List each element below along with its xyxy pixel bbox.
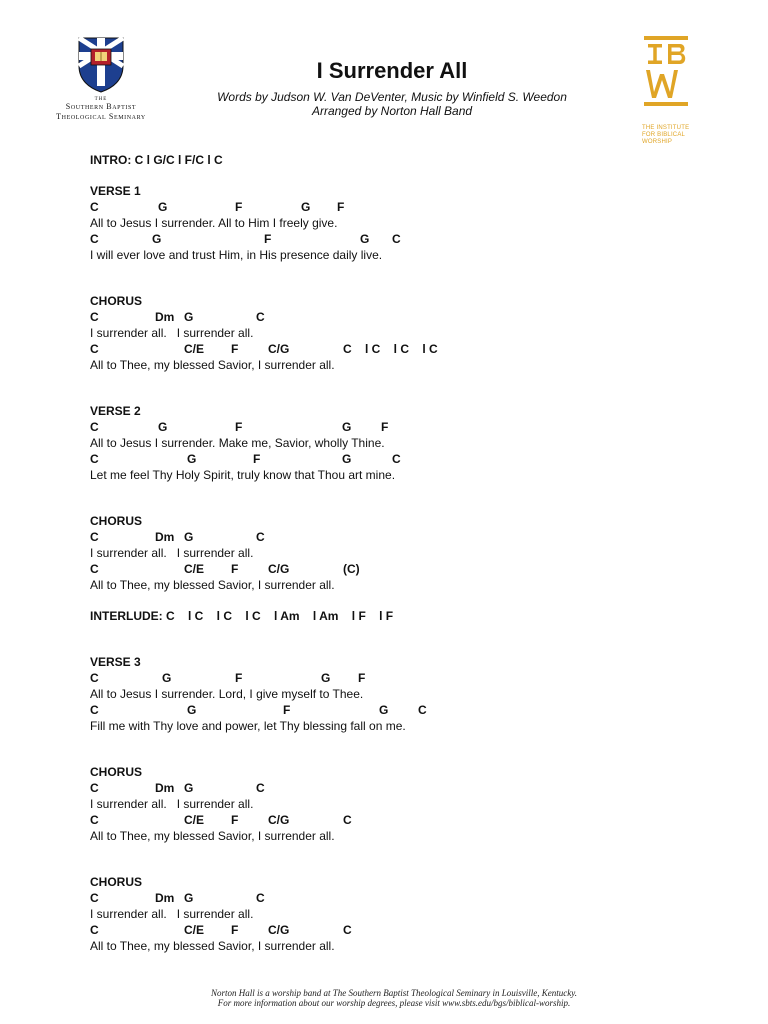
chord-row xyxy=(90,309,690,325)
chord-row xyxy=(90,199,690,215)
sbts-name-line1: Southern Baptist xyxy=(65,102,137,111)
chord: C/E xyxy=(184,342,205,356)
footer-line2: For more information about our worship degrees, please visit www.sbts.edu/bgs/biblical-worship. xyxy=(217,998,571,1008)
verse-2 xyxy=(90,403,690,483)
lyric-line: I surrender all. I surrender all. xyxy=(90,326,254,340)
chord: C xyxy=(90,232,99,246)
chord: C/E xyxy=(184,813,205,827)
chord: F xyxy=(231,342,239,356)
lyric-line: All to Thee, my blessed Savior, I surrender all. xyxy=(90,578,335,592)
chord: C xyxy=(90,200,99,214)
chord: G xyxy=(360,232,370,246)
lyric-line: All to Jesus I surrender. All to Him I freely give. xyxy=(90,216,338,230)
chord: C xyxy=(90,671,99,685)
chord: C xyxy=(90,562,99,576)
section-label: CHORUS xyxy=(90,294,143,308)
lyric-line: I surrender all. I surrender all. xyxy=(90,546,254,560)
chord: G xyxy=(187,452,197,466)
chord: G xyxy=(301,200,311,214)
chord: F xyxy=(231,923,239,937)
chord: G xyxy=(184,891,194,905)
chord: C xyxy=(90,342,99,356)
chord: C/G xyxy=(268,562,290,576)
chord: C/G xyxy=(268,342,290,356)
chord: (C) xyxy=(343,562,360,576)
chord: F xyxy=(381,420,389,434)
chord: C xyxy=(90,452,99,466)
chord: C xyxy=(90,530,99,544)
lyric-line: All to Thee, my blessed Savior, I surrender all. xyxy=(90,829,335,843)
chord: G xyxy=(184,310,194,324)
section-label: VERSE 2 xyxy=(90,404,141,418)
section-label: VERSE 1 xyxy=(90,184,141,198)
chord-row xyxy=(90,780,690,796)
chorus-4 xyxy=(90,874,690,954)
song-credit-arranger: Arranged by Norton Hall Band xyxy=(311,104,473,118)
chord: C xyxy=(90,781,99,795)
chord: G xyxy=(184,781,194,795)
chord: F xyxy=(235,200,243,214)
chord: C xyxy=(90,891,99,905)
lyric-line: I surrender all. I surrender all. xyxy=(90,797,254,811)
chord: C xyxy=(90,310,99,324)
chord: F xyxy=(264,232,272,246)
chord: G xyxy=(187,703,197,717)
chord: C/G xyxy=(268,813,290,827)
chord: G xyxy=(342,452,352,466)
chord-row xyxy=(90,341,690,357)
chord: G xyxy=(152,232,162,246)
lyric-line: All to Thee, my blessed Savior, I surrender all. xyxy=(90,939,335,953)
chord-row xyxy=(90,231,690,247)
lyric-line: Fill me with Thy love and power, let Thy blessing fall on me. xyxy=(90,719,406,733)
ibw-name xyxy=(642,125,712,146)
sbts-name-line2: Theological Seminary xyxy=(56,112,146,121)
chord: G xyxy=(162,671,172,685)
ibw-name-line2: FOR BIBLICAL xyxy=(642,132,686,138)
chord-row xyxy=(90,561,690,577)
chord: C xyxy=(90,813,99,827)
chord: F xyxy=(283,703,291,717)
chord: G xyxy=(379,703,389,717)
chord: G xyxy=(321,671,331,685)
chord: G xyxy=(184,530,194,544)
interlude-line: INTERLUDE: C l C l C l C l Am l Am l F l F xyxy=(90,609,394,623)
chord: Dm xyxy=(155,891,175,905)
chorus-2 xyxy=(90,513,690,593)
chord: F xyxy=(253,452,261,466)
chord-row xyxy=(90,702,690,718)
chord: C xyxy=(392,232,401,246)
section-label: CHORUS xyxy=(90,514,143,528)
ibw-name-line1: THE INSTITUTE xyxy=(642,125,690,131)
chord: F xyxy=(235,420,243,434)
lyric-line: Let me feel Thy Holy Spirit, truly know that Thou art mine. xyxy=(90,468,396,482)
chord-row xyxy=(90,812,690,828)
lyric-line: All to Thee, my blessed Savior, I surrender all. xyxy=(90,358,335,372)
chord: C xyxy=(256,781,265,795)
chord: C xyxy=(90,420,99,434)
chord: Dm xyxy=(155,530,175,544)
lyric-line: All to Jesus I surrender. Make me, Savior, wholly Thine. xyxy=(90,436,385,450)
chord: C xyxy=(392,452,401,466)
chord: C xyxy=(256,310,265,324)
chorus-3 xyxy=(90,764,690,844)
chord: Dm xyxy=(155,310,175,324)
chord: G xyxy=(158,200,168,214)
intro-line: INTRO: C l G/C l F/C l C xyxy=(90,153,223,167)
lyric-line: I surrender all. I surrender all. xyxy=(90,907,254,921)
section-label: VERSE 3 xyxy=(90,655,141,669)
footer-note xyxy=(0,988,768,1008)
chord: G xyxy=(158,420,168,434)
song-credit-words-music: Words by Judson W. Van DeVenter, Music by Winfield S. Weedon xyxy=(217,90,567,104)
chord-row xyxy=(90,670,690,686)
section-label: CHORUS xyxy=(90,765,143,779)
verse-1 xyxy=(90,183,690,263)
lyric-line: All to Jesus I surrender. Lord, I give myself to Thee. xyxy=(90,687,364,701)
chord-row xyxy=(90,529,690,545)
chord-row xyxy=(90,890,690,906)
ibw-name-line3: WORSHIP xyxy=(642,139,673,145)
chord-row xyxy=(90,419,690,435)
chord: Dm xyxy=(155,781,175,795)
sbts-the: THE xyxy=(94,97,108,102)
chord: C xyxy=(418,703,427,717)
song-title: I Surrender All xyxy=(316,58,468,83)
chord: G xyxy=(342,420,352,434)
chord-row xyxy=(90,451,690,467)
verse-3 xyxy=(90,654,690,734)
chord: F xyxy=(337,200,345,214)
chord: C l C l C l C xyxy=(343,342,438,356)
footer-line1: Norton Hall is a worship band at The Southern Baptist Theological Seminary in Louisville, Kentucky. xyxy=(211,988,577,998)
chord: C xyxy=(256,530,265,544)
lyric-line: I will ever love and trust Him, in His presence daily live. xyxy=(90,248,383,262)
chord: F xyxy=(231,562,239,576)
chord: C/E xyxy=(184,923,205,937)
chord: C xyxy=(343,813,352,827)
chorus-1 xyxy=(90,293,690,373)
chord: F xyxy=(358,671,366,685)
chord: C xyxy=(90,703,99,717)
chord-row xyxy=(90,922,690,938)
chord: C xyxy=(90,923,99,937)
chord-sheet xyxy=(90,152,690,954)
chord: F xyxy=(235,671,243,685)
chord: F xyxy=(231,813,239,827)
section-label: CHORUS xyxy=(90,875,143,889)
chord: C xyxy=(256,891,265,905)
chord: C/G xyxy=(268,923,290,937)
chord: C/E xyxy=(184,562,205,576)
chord: C xyxy=(343,923,352,937)
